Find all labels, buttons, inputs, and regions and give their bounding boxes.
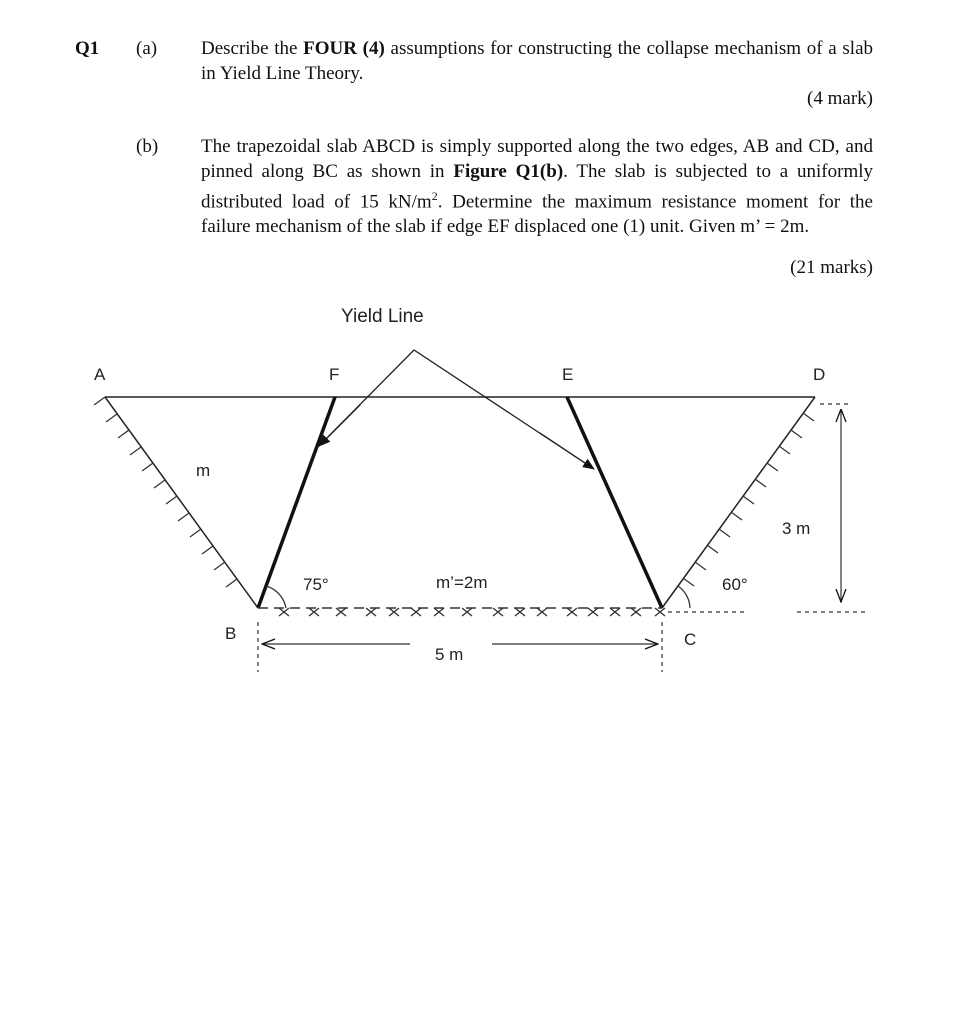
part-a-text-bold: FOUR (4) [303, 38, 385, 59]
label-angle-c: 60° [722, 575, 748, 594]
question-number: Q1 [75, 38, 100, 59]
yield-line-ce [567, 397, 662, 608]
label-point-a: A [94, 365, 106, 384]
edge-ab [105, 397, 258, 608]
label-point-b: B [225, 624, 237, 643]
part-b-text-3: . Determine the maximum resistance moment for the failure mechanism of the slab if edge EF displaced one (1) unit. Given m’ = 2m. [201, 191, 873, 238]
label-moment: m [196, 461, 211, 480]
label-negative-moment: m’=2m [436, 573, 488, 592]
label-yield-line: Yield Line [341, 306, 424, 327]
label-width: 5 m [435, 645, 464, 664]
support-hatch-cd [683, 413, 814, 586]
part-b-marks: (21 marks) [790, 257, 873, 278]
part-b-text-sup: 2 [431, 189, 438, 204]
part-b-label: (b) [136, 136, 159, 157]
label-point-f: F [329, 365, 340, 384]
pinned-edge-crosses [279, 608, 665, 616]
label-height: 3 m [782, 519, 811, 538]
angle-arc-b [266, 586, 286, 608]
part-b-text-2: . The slab is subjected to a uniformly distributed load of 15 kN/m [201, 160, 873, 213]
part-a-marks: (4 mark) [807, 88, 873, 109]
label-angle-b: 75° [303, 575, 329, 594]
yield-line-pointer [319, 350, 594, 469]
label-point-c: C [684, 630, 697, 649]
label-point-d: D [813, 365, 826, 384]
part-a-text-1: Describe the [201, 38, 304, 59]
label-point-e: E [562, 365, 574, 384]
angle-arc-c [678, 586, 690, 608]
support-hatch-ab [94, 397, 237, 587]
part-b-text-bold: Figure Q1(b) [453, 160, 564, 182]
part-a-label: (a) [136, 38, 158, 59]
part-a-text-2: assumptions for constructing the collapse mechanism of a slab in Yield Line Theory. [201, 38, 874, 84]
part-b-text-1: The trapezoidal slab ABCD is simply supported along the two edges, AB and CD, and pinned along BC as shown in [201, 136, 873, 182]
